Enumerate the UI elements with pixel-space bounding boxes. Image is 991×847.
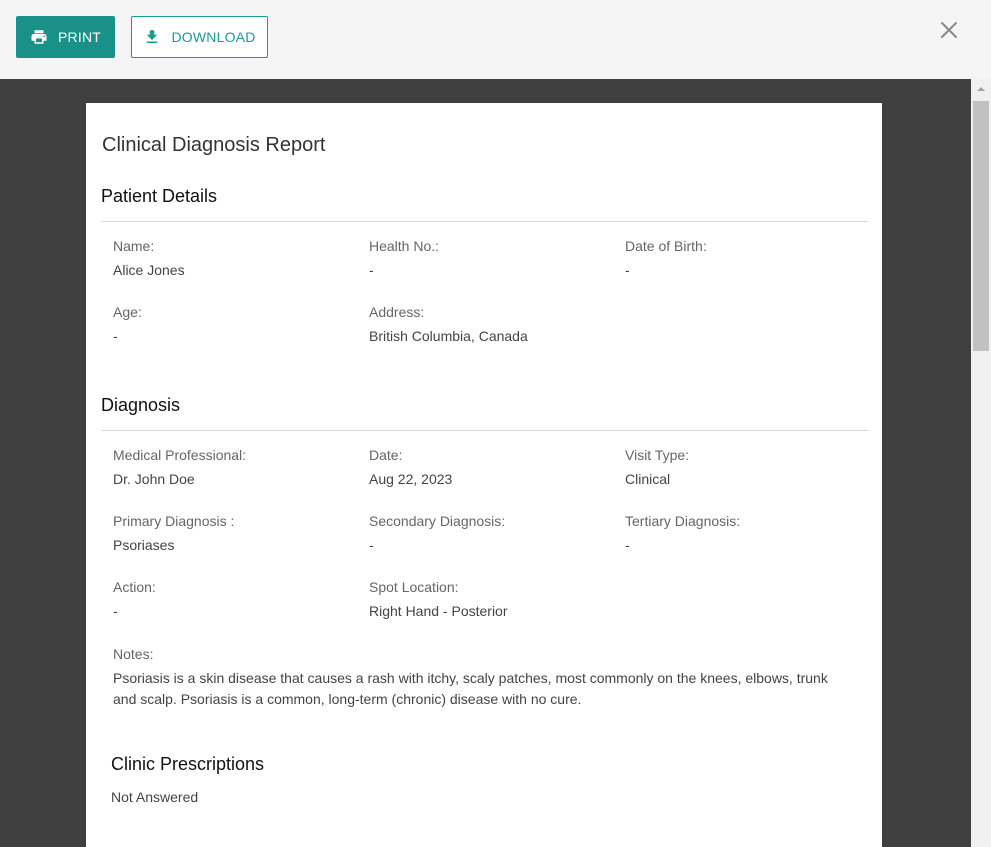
download-icon [143, 28, 161, 46]
print-button[interactable] [16, 16, 115, 58]
section-divider [101, 430, 868, 431]
field-value: Alice Jones [113, 262, 185, 278]
patient-name-field [113, 238, 353, 278]
medical-professional-field [113, 447, 353, 487]
field-label: Spot Location: [369, 579, 459, 595]
field-label: Primary Diagnosis : [113, 513, 235, 529]
close-icon[interactable] [938, 19, 960, 41]
vertical-scrollbar[interactable] [971, 79, 991, 847]
field-value: British Columbia, Canada [369, 328, 528, 344]
field-label: Address: [369, 304, 425, 320]
clinic-prescriptions-value: Not Answered [111, 789, 199, 805]
field-value: Right Hand - Posterior [369, 603, 508, 619]
toolbar [0, 0, 991, 79]
document-viewer [0, 79, 991, 847]
download-label: DOWNLOAD [171, 29, 256, 45]
field-value: - [369, 262, 374, 278]
field-value: Psoriases [113, 537, 175, 553]
date-of-birth-field [625, 238, 865, 278]
scrollbar-thumb[interactable] [973, 101, 989, 351]
field-label: Visit Type: [625, 447, 690, 463]
field-label: Notes: [113, 646, 154, 662]
field-value: Aug 22, 2023 [369, 471, 453, 487]
field-label: Health No.: [369, 238, 440, 254]
field-label: Action: [113, 579, 156, 595]
primary-diagnosis-field [113, 513, 353, 553]
print-label: PRINT [58, 29, 101, 45]
spot-location-field [369, 579, 609, 619]
field-label: Medical Professional: [113, 447, 247, 463]
patient-details-title: Patient Details [101, 186, 218, 206]
field-label: Tertiary Diagnosis: [625, 513, 741, 529]
field-label: Name: [113, 238, 155, 254]
notes-text: Psoriasis is a skin disease that causes a rash with itchy, scaly patches, most commonly on the knees, elbows, trunk and scalp. Psoriasis is a common, long-term (chronic) disease with no cure. [113, 670, 828, 707]
action-field [113, 579, 353, 619]
age-field [113, 304, 353, 344]
field-value: Dr. John Doe [113, 471, 195, 487]
report-page [86, 103, 882, 847]
scroll-up-arrow-icon[interactable] [971, 79, 991, 99]
tertiary-diagnosis-field [625, 513, 865, 553]
field-label: Secondary Diagnosis: [369, 513, 506, 529]
secondary-diagnosis-field [369, 513, 609, 553]
field-value: - [625, 537, 630, 553]
visit-type-field [625, 447, 865, 487]
field-value: - [113, 603, 118, 619]
field-label: Date of Birth: [625, 238, 707, 254]
health-number-field [369, 238, 609, 278]
field-label: Date: [369, 447, 403, 463]
field-value: - [113, 328, 118, 344]
field-value: - [625, 262, 630, 278]
printer-icon [30, 28, 48, 46]
field-label: Age: [113, 304, 142, 320]
download-button[interactable] [131, 16, 268, 58]
notes-field [113, 646, 853, 710]
report-title: Clinical Diagnosis Report [102, 134, 326, 156]
section-divider [101, 221, 868, 222]
diagnosis-title: Diagnosis [101, 395, 181, 415]
diagnosis-date-field [369, 447, 609, 487]
clinic-prescriptions-title: Clinic Prescriptions [111, 754, 265, 774]
field-value: - [369, 537, 374, 553]
field-value: Clinical [625, 471, 671, 487]
address-field [369, 304, 609, 344]
